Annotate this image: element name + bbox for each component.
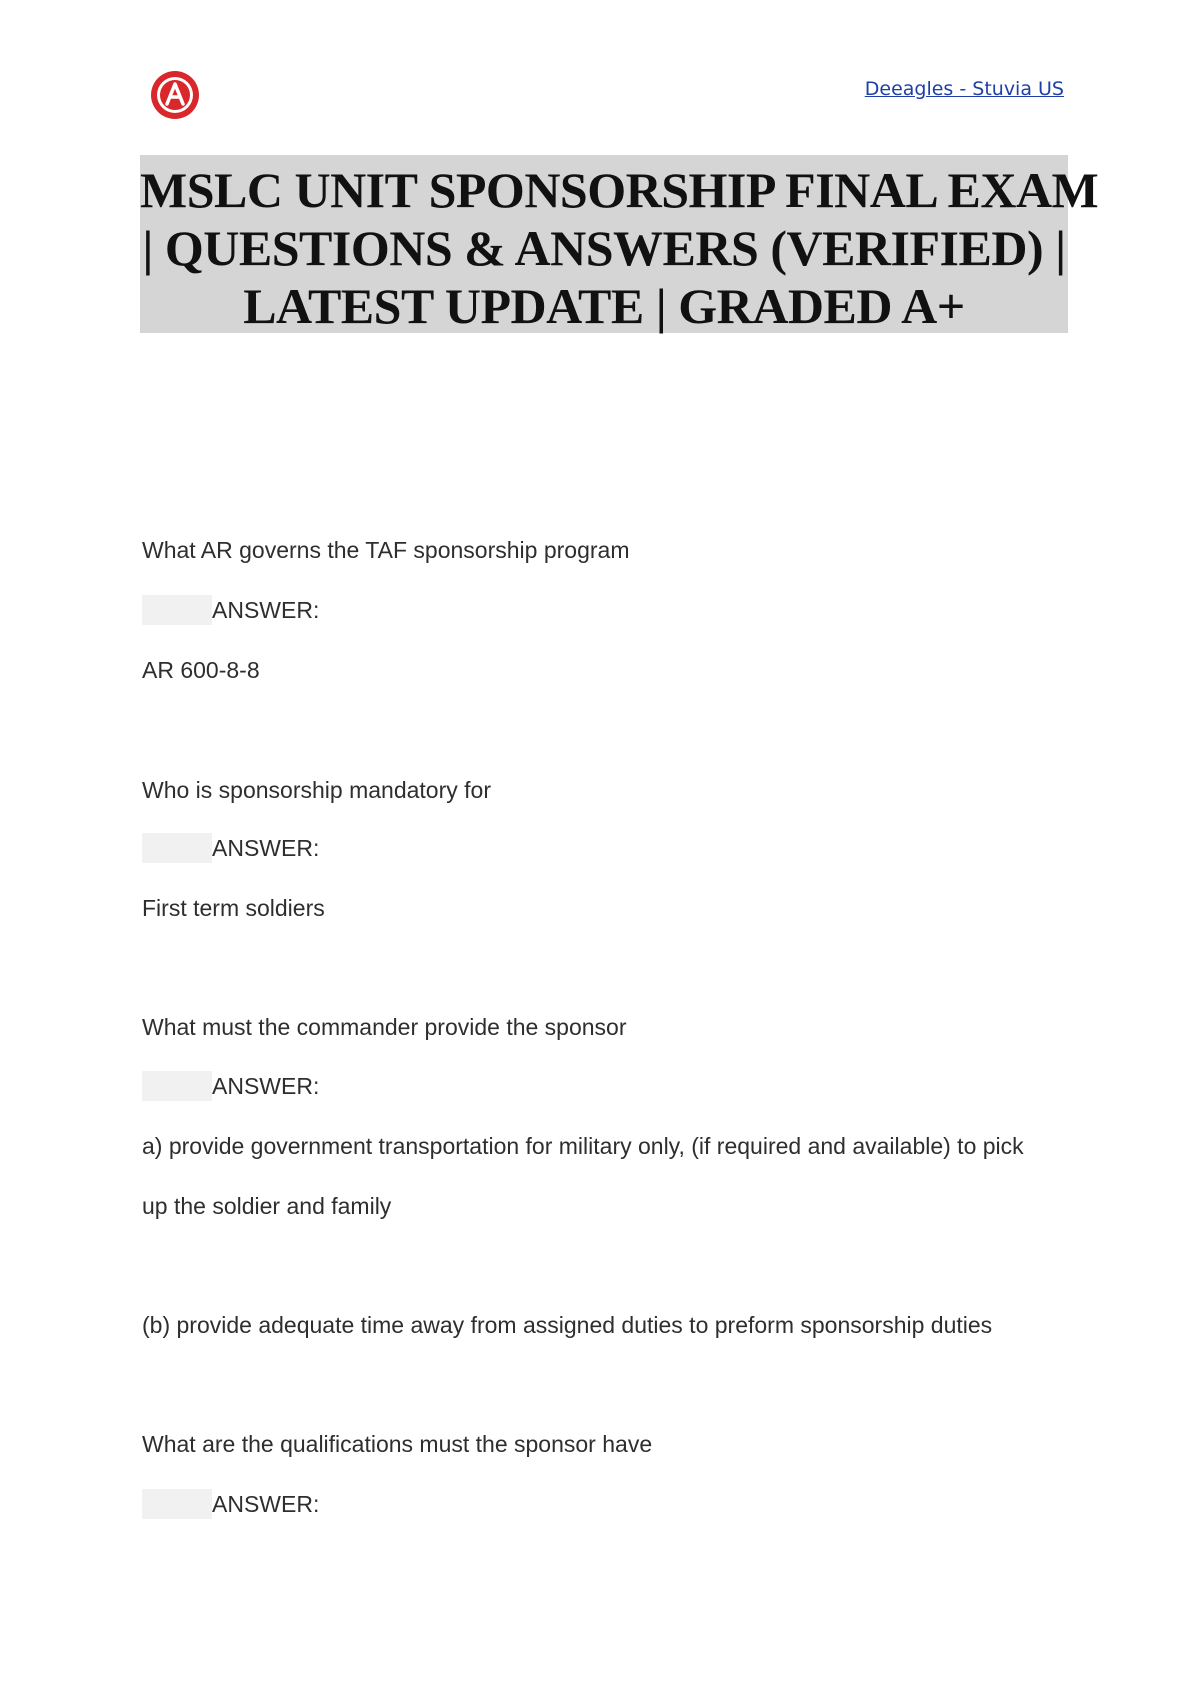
question-text: What must the commander provide the sponsor (142, 1014, 627, 1040)
answer-label: ANSWER: (142, 1489, 319, 1519)
title-line: | QUESTIONS & ANSWERS (VERIFIED) | (142, 220, 1066, 276)
answer-label: ANSWER: (142, 595, 319, 625)
answer-text: AR 600-8-8 (142, 657, 260, 683)
question-text: What are the qualifications must the sponsor have (142, 1431, 653, 1457)
title-line: LATEST UPDATE | GRADED A+ (243, 278, 965, 334)
answer-label: ANSWER: (142, 1071, 319, 1101)
answer-text: a) provide government transportation for military only, (if required and available) to pick (142, 1133, 1024, 1159)
question-text: What AR governs the TAF sponsorship program (142, 537, 630, 563)
answer-text: up the soldier and family (142, 1193, 392, 1219)
answer-text: (b) provide adequate time away from assigned duties to preform sponsorship duties (142, 1312, 993, 1338)
answer-label: ANSWER: (142, 833, 319, 863)
title-line: MSLC UNIT SPONSORSHIP FINAL EXAM (140, 162, 1099, 218)
seller-link[interactable]: Deeagles - Stuvia US (864, 78, 1064, 100)
stuvia-logo-icon (148, 68, 202, 122)
document-title (140, 155, 1099, 334)
question-text: Who is sponsorship mandatory for (142, 777, 491, 803)
answer-text: First term soldiers (142, 895, 325, 921)
